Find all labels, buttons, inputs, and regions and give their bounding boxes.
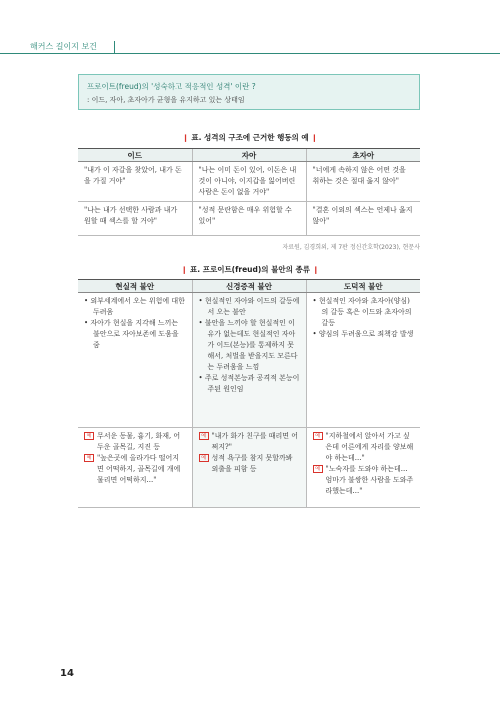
bullet-item: • 현실적인 자아와 초자아(양심)의 갈등 혹은 이드와 초자아의 갈등 [312, 297, 412, 327]
callout-answer: : 이드, 자아, 초자아가 균형을 유지하고 있는 상태임 [87, 96, 245, 104]
example-text: "높은곳에 올라가다 떨어지면 어떡하지, 골목길에 개에 물리면 어떡하지..." [97, 454, 181, 484]
example-text: 무서운 동물, 흉기, 화재, 어두운 골목길, 지진 등 [97, 432, 181, 451]
column-header: 초자아 [306, 149, 420, 162]
page-number: 14 [60, 668, 74, 679]
column-header: 현실적 불안 [78, 280, 192, 293]
bullet-text: 외부세계에서 오는 위험에 대한 두려움 [90, 297, 185, 316]
table-header-row [78, 280, 420, 293]
header-divider [114, 41, 115, 53]
column-header: 도덕적 불안 [306, 280, 420, 293]
column-header: 이드 [78, 149, 192, 162]
source-citation: 자료원, 김경희외, 제 7판 정신간호학(2023), 현문사 [282, 244, 420, 251]
table-cell [192, 428, 306, 508]
table-cell [306, 293, 420, 428]
example-tag: 예 [199, 432, 209, 440]
table-cell: "나는 이미 돈이 있어, 이돈은 내것이 아니야, 이지갑을 잃어버린 사람은 돈이 없을 거야" [192, 162, 306, 202]
table-header-row [78, 149, 420, 162]
example-text: "지하철에서 앉아서 가고 싶은데 어른에게 자리를 양보해야 하는데..." [325, 432, 414, 462]
table-cell: "나는 내가 선택한 사람과 내가 원할 때 섹스를 할 거야" [78, 202, 192, 236]
table2-title-text: 표. 프로이트(freud)의 불안의 종류 [190, 265, 310, 274]
title-marker-left: ❙ [181, 265, 188, 274]
table-cell [78, 428, 192, 508]
bullet-text: 불안을 느끼야 할 현실적인 이유가 없는데도 현실적인 자아가 이드(본능)를 통제하지 못해서, 처벌을 받을지도 모른다는 두려움을 느낌 [204, 319, 298, 371]
example-tag: 예 [313, 465, 323, 473]
example-item [199, 453, 300, 475]
example-item [84, 453, 186, 486]
bullet-text: 현실적인 자아와 초자아(양심)의 갈등 혹은 이드와 초자아의 갈등 [318, 297, 412, 327]
example-text: "내가 화가 친구를 때리면 어쩌지?" [211, 432, 299, 451]
table-row [78, 202, 420, 236]
running-header [0, 40, 500, 54]
column-header: 자아 [192, 149, 306, 162]
table-cell: "너에게 속하지 않은 어떤 것을 취하는 것은 절대 옳지 않아" [306, 162, 420, 202]
table-cell [78, 293, 192, 428]
bullet-text: 현실적인 자아와 이드의 갈등에서 오는 불안 [204, 297, 300, 316]
anxiety-table [78, 279, 420, 508]
bullet-item: • 불안을 느끼야 할 현실적인 이유가 없는데도 현실적인 자아가 이드(본능)를 통제하지 못해서, 처벌을 받을지도 모른다는 두려움을 느낌 [198, 319, 298, 371]
example-item [313, 431, 415, 464]
table-cell [192, 293, 306, 428]
description-row [78, 293, 420, 428]
title-marker-right: ❙ [312, 265, 319, 274]
bullet-text: 양심의 두려움으로 죄책감 발생 [318, 330, 414, 338]
example-tag: 예 [199, 454, 209, 462]
definition-callout [78, 74, 420, 110]
example-tag: 예 [313, 432, 323, 440]
table-cell: "결혼 이외의 섹스는 언제나 옳지 않아" [306, 202, 420, 236]
header-rule [0, 53, 500, 54]
example-item [313, 464, 415, 497]
bullet-item: • 현실적인 자아와 이드의 갈등에서 오는 불안 [198, 297, 300, 316]
title-marker-left: ❙ [182, 133, 189, 142]
bullet-item: • 외부세계에서 오는 위험에 대한 두려움 [84, 297, 185, 316]
example-tag: 예 [84, 454, 94, 462]
table-cell [306, 428, 420, 508]
column-header: 신경증적 불안 [192, 280, 306, 293]
table-cell: "성적 문란함은 매우 위험할 수 있어" [192, 202, 306, 236]
bullet-text: 자아가 현실을 지각해 느끼는 불안으로 자아보존에 도움을 줌 [90, 319, 179, 349]
table2-title [0, 264, 500, 275]
table1-title [0, 132, 500, 143]
example-item [84, 431, 186, 453]
callout-question: 프로이트(freud)의 '성숙하고 적응적인 성격' 이란 ? [87, 82, 256, 91]
bullet-item: • 자아가 현실을 지각해 느끼는 불안으로 자아보존에 도움을 줌 [84, 319, 179, 349]
example-item [199, 431, 300, 453]
bullet-item: • 주로 성적본능과 공격적 본능이 주된 원인임 [198, 374, 300, 393]
behavior-table [78, 148, 420, 236]
bullet-text: 주로 성적본능과 공격적 본능이 주된 원인임 [204, 374, 300, 393]
example-text: 성적 욕구를 참지 못할까봐 외출을 피함 등 [211, 454, 293, 473]
table-cell: "내가 이 자갈을 찾았어, 내가 돈을 가질 거야" [78, 162, 192, 202]
example-row [78, 428, 420, 508]
title-marker-right: ❙ [311, 133, 318, 142]
table1-title-text: 표. 성격의 구조에 근거한 행동의 예 [191, 133, 309, 142]
table-row [78, 162, 420, 202]
example-text: "노숙자를 도와야 하는데... 엄마가 불쌍한 사람을 도와주라했는데..." [325, 465, 414, 495]
bullet-item: • 양심의 두려움으로 죄책감 발생 [312, 330, 414, 338]
header-title: 해커스 길이지 보건 [30, 42, 97, 51]
example-tag: 예 [84, 432, 94, 440]
